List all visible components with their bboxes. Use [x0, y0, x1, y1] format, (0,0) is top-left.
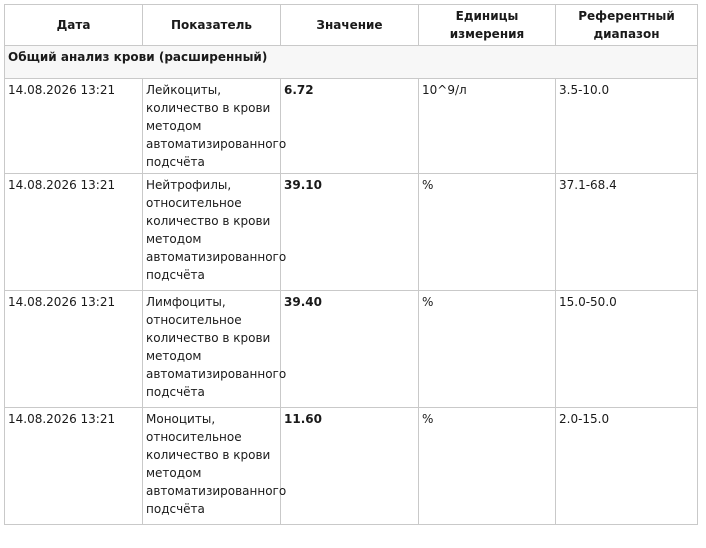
cell-reference: 15.0-50.0 [556, 291, 698, 408]
cell-indicator: Лейкоциты, количество в крови методом автоматизированного подсчёта [143, 79, 281, 174]
cell-units: 10^9/л [419, 79, 556, 174]
cell-value: 11.60 [281, 408, 419, 525]
cell-indicator: Лимфоциты, относительное количество в крови методом автоматизированного подсчёта [143, 291, 281, 408]
cell-reference: 37.1-68.4 [556, 174, 698, 291]
table-body [5, 46, 698, 525]
cell-indicator: Моноциты, относительное количество в крови методом автоматизированного подсчёта [143, 408, 281, 525]
cell-value: 39.10 [281, 174, 419, 291]
cell-value: 6.72 [281, 79, 419, 174]
cell-value: 39.40 [281, 291, 419, 408]
table-header [5, 5, 698, 46]
header-indicator: Показатель [143, 5, 281, 46]
cell-reference: 3.5-10.0 [556, 79, 698, 174]
cell-units: % [419, 291, 556, 408]
cell-date: 14.08.2026 13:21 [5, 79, 143, 174]
lab-results-table [4, 4, 698, 525]
cell-units: % [419, 408, 556, 525]
cell-date: 14.08.2026 13:21 [5, 408, 143, 525]
table-row [5, 408, 698, 525]
cell-reference: 2.0-15.0 [556, 408, 698, 525]
cell-date: 14.08.2026 13:21 [5, 174, 143, 291]
table-row [5, 79, 698, 174]
table-row [5, 291, 698, 408]
header-units: Единицы измерения [419, 5, 556, 46]
header-date: Дата [5, 5, 143, 46]
cell-units: % [419, 174, 556, 291]
cell-date: 14.08.2026 13:21 [5, 291, 143, 408]
header-reference: Референтный диапазон [556, 5, 698, 46]
table-row [5, 174, 698, 291]
cell-indicator: Нейтрофилы, относительное количество в крови методом автоматизированного подсчёта [143, 174, 281, 291]
header-value: Значение [281, 5, 419, 46]
header-row [5, 5, 698, 46]
section-row [5, 46, 698, 79]
section-title: Общий анализ крови (расширенный) [5, 46, 698, 79]
